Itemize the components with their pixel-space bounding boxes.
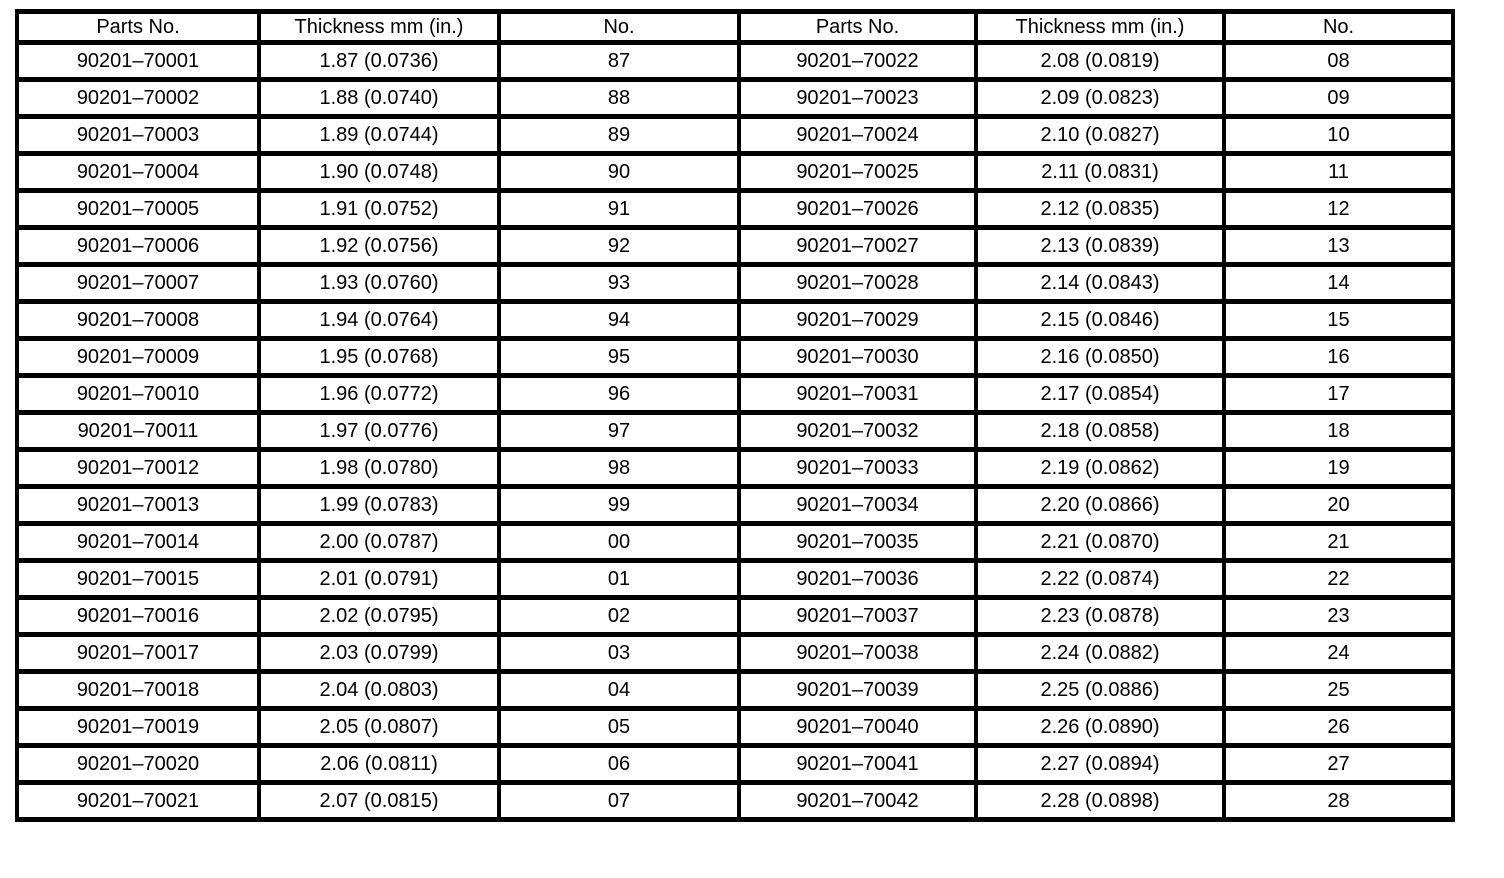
table-row (17, 228, 1453, 265)
parts-no-cell: 90201–70008 (17, 302, 259, 339)
table-row (17, 635, 1453, 672)
column-header-thickness-right: Thickness mm (in.) (976, 12, 1224, 43)
shim-no-cell: 25 (1224, 672, 1453, 709)
shim-parts-table (15, 9, 1455, 822)
thickness-cell: 2.26 (0.0890) (976, 709, 1224, 746)
shim-no-cell: 96 (499, 376, 739, 413)
thickness-cell: 2.25 (0.0886) (976, 672, 1224, 709)
shim-no-cell: 27 (1224, 746, 1453, 783)
thickness-cell: 2.18 (0.0858) (976, 413, 1224, 450)
shim-no-cell: 24 (1224, 635, 1453, 672)
thickness-cell: 1.90 (0.0748) (259, 154, 499, 191)
table-row (17, 450, 1453, 487)
thickness-cell: 2.00 (0.0787) (259, 524, 499, 561)
thickness-cell: 2.20 (0.0866) (976, 487, 1224, 524)
parts-no-cell: 90201–70034 (739, 487, 976, 524)
shim-no-cell: 17 (1224, 376, 1453, 413)
parts-no-cell: 90201–70040 (739, 709, 976, 746)
table-row (17, 413, 1453, 450)
shim-no-cell: 89 (499, 117, 739, 154)
table-row (17, 154, 1453, 191)
parts-no-cell: 90201–70036 (739, 561, 976, 598)
parts-no-cell: 90201–70042 (739, 783, 976, 820)
table-row (17, 265, 1453, 302)
shim-no-cell: 98 (499, 450, 739, 487)
thickness-cell: 2.14 (0.0843) (976, 265, 1224, 302)
shim-no-cell: 20 (1224, 487, 1453, 524)
thickness-cell: 2.21 (0.0870) (976, 524, 1224, 561)
thickness-cell: 2.28 (0.0898) (976, 783, 1224, 820)
parts-no-cell: 90201–70013 (17, 487, 259, 524)
thickness-cell: 2.05 (0.0807) (259, 709, 499, 746)
parts-no-cell: 90201–70011 (17, 413, 259, 450)
parts-no-cell: 90201–70019 (17, 709, 259, 746)
shim-no-cell: 26 (1224, 709, 1453, 746)
thickness-cell: 2.11 (0.0831) (976, 154, 1224, 191)
parts-no-cell: 90201–70018 (17, 672, 259, 709)
shim-no-cell: 18 (1224, 413, 1453, 450)
parts-no-cell: 90201–70005 (17, 191, 259, 228)
shim-no-cell: 05 (499, 709, 739, 746)
parts-no-cell: 90201–70041 (739, 746, 976, 783)
parts-no-cell: 90201–70037 (739, 598, 976, 635)
thickness-cell: 1.96 (0.0772) (259, 376, 499, 413)
thickness-cell: 2.17 (0.0854) (976, 376, 1224, 413)
thickness-cell: 2.12 (0.0835) (976, 191, 1224, 228)
shim-no-cell: 01 (499, 561, 739, 598)
table-row (17, 339, 1453, 376)
parts-no-cell: 90201–70022 (739, 43, 976, 80)
thickness-cell: 1.97 (0.0776) (259, 413, 499, 450)
shim-no-cell: 07 (499, 783, 739, 820)
shim-no-cell: 03 (499, 635, 739, 672)
thickness-cell: 2.02 (0.0795) (259, 598, 499, 635)
shim-no-cell: 10 (1224, 117, 1453, 154)
shim-no-cell: 91 (499, 191, 739, 228)
thickness-cell: 2.15 (0.0846) (976, 302, 1224, 339)
table-header (17, 12, 1453, 43)
thickness-cell: 2.09 (0.0823) (976, 80, 1224, 117)
parts-no-cell: 90201–70002 (17, 80, 259, 117)
shim-no-cell: 16 (1224, 339, 1453, 376)
thickness-cell: 2.22 (0.0874) (976, 561, 1224, 598)
table-row (17, 746, 1453, 783)
table-row (17, 709, 1453, 746)
thickness-cell: 1.89 (0.0744) (259, 117, 499, 154)
shim-no-cell: 02 (499, 598, 739, 635)
thickness-cell: 1.98 (0.0780) (259, 450, 499, 487)
shim-no-cell: 90 (499, 154, 739, 191)
thickness-cell: 2.23 (0.0878) (976, 598, 1224, 635)
thickness-cell: 2.19 (0.0862) (976, 450, 1224, 487)
thickness-cell: 2.04 (0.0803) (259, 672, 499, 709)
shim-no-cell: 13 (1224, 228, 1453, 265)
shim-no-cell: 22 (1224, 561, 1453, 598)
thickness-cell: 1.95 (0.0768) (259, 339, 499, 376)
table-row (17, 561, 1453, 598)
parts-no-cell: 90201–70001 (17, 43, 259, 80)
parts-no-cell: 90201–70026 (739, 191, 976, 228)
thickness-cell: 2.10 (0.0827) (976, 117, 1224, 154)
parts-no-cell: 90201–70032 (739, 413, 976, 450)
column-header-parts-no-left: Parts No. (17, 12, 259, 43)
thickness-cell: 2.07 (0.0815) (259, 783, 499, 820)
shim-no-cell: 12 (1224, 191, 1453, 228)
column-header-parts-no-right: Parts No. (739, 12, 976, 43)
parts-no-cell: 90201–70007 (17, 265, 259, 302)
shim-no-cell: 14 (1224, 265, 1453, 302)
column-header-no-left: No. (499, 12, 739, 43)
parts-no-cell: 90201–70012 (17, 450, 259, 487)
table-row (17, 117, 1453, 154)
parts-no-cell: 90201–70031 (739, 376, 976, 413)
table-row (17, 672, 1453, 709)
parts-no-cell: 90201–70038 (739, 635, 976, 672)
thickness-cell: 2.08 (0.0819) (976, 43, 1224, 80)
parts-no-cell: 90201–70033 (739, 450, 976, 487)
shim-no-cell: 93 (499, 265, 739, 302)
shim-no-cell: 21 (1224, 524, 1453, 561)
thickness-cell: 1.99 (0.0783) (259, 487, 499, 524)
parts-no-cell: 90201–70029 (739, 302, 976, 339)
shim-no-cell: 00 (499, 524, 739, 561)
thickness-cell: 1.91 (0.0752) (259, 191, 499, 228)
shim-no-cell: 87 (499, 43, 739, 80)
table-row (17, 191, 1453, 228)
parts-no-cell: 90201–70023 (739, 80, 976, 117)
shim-no-cell: 09 (1224, 80, 1453, 117)
table-row (17, 487, 1453, 524)
thickness-cell: 1.93 (0.0760) (259, 265, 499, 302)
shim-no-cell: 08 (1224, 43, 1453, 80)
parts-no-cell: 90201–70028 (739, 265, 976, 302)
shim-no-cell: 23 (1224, 598, 1453, 635)
thickness-cell: 2.06 (0.0811) (259, 746, 499, 783)
shim-no-cell: 15 (1224, 302, 1453, 339)
thickness-cell: 1.88 (0.0740) (259, 80, 499, 117)
table-row (17, 598, 1453, 635)
thickness-cell: 2.24 (0.0882) (976, 635, 1224, 672)
shim-no-cell: 92 (499, 228, 739, 265)
column-header-thickness-left: Thickness mm (in.) (259, 12, 499, 43)
thickness-cell: 1.92 (0.0756) (259, 228, 499, 265)
parts-no-cell: 90201–70016 (17, 598, 259, 635)
shim-no-cell: 19 (1224, 450, 1453, 487)
thickness-cell: 2.13 (0.0839) (976, 228, 1224, 265)
parts-no-cell: 90201–70017 (17, 635, 259, 672)
parts-no-cell: 90201–70039 (739, 672, 976, 709)
table-row (17, 376, 1453, 413)
parts-no-cell: 90201–70035 (739, 524, 976, 561)
parts-no-cell: 90201–70030 (739, 339, 976, 376)
thickness-cell: 1.87 (0.0736) (259, 43, 499, 80)
shim-no-cell: 11 (1224, 154, 1453, 191)
table-row (17, 302, 1453, 339)
parts-no-cell: 90201–70010 (17, 376, 259, 413)
thickness-cell: 2.27 (0.0894) (976, 746, 1224, 783)
shim-no-cell: 97 (499, 413, 739, 450)
thickness-cell: 2.03 (0.0799) (259, 635, 499, 672)
parts-no-cell: 90201–70003 (17, 117, 259, 154)
parts-no-cell: 90201–70027 (739, 228, 976, 265)
column-header-no-right: No. (1224, 12, 1453, 43)
thickness-cell: 2.16 (0.0850) (976, 339, 1224, 376)
table-body (17, 43, 1453, 820)
parts-no-cell: 90201–70014 (17, 524, 259, 561)
parts-no-cell: 90201–70025 (739, 154, 976, 191)
parts-no-cell: 90201–70021 (17, 783, 259, 820)
thickness-cell: 2.01 (0.0791) (259, 561, 499, 598)
shim-no-cell: 04 (499, 672, 739, 709)
shim-no-cell: 28 (1224, 783, 1453, 820)
parts-no-cell: 90201–70015 (17, 561, 259, 598)
parts-no-cell: 90201–70009 (17, 339, 259, 376)
table-row (17, 43, 1453, 80)
shim-no-cell: 99 (499, 487, 739, 524)
parts-no-cell: 90201–70024 (739, 117, 976, 154)
parts-no-cell: 90201–70004 (17, 154, 259, 191)
parts-no-cell: 90201–70006 (17, 228, 259, 265)
shim-no-cell: 95 (499, 339, 739, 376)
shim-no-cell: 88 (499, 80, 739, 117)
shim-no-cell: 94 (499, 302, 739, 339)
table-header-row (17, 12, 1453, 43)
table-row (17, 80, 1453, 117)
table-row (17, 524, 1453, 561)
table-row (17, 783, 1453, 820)
parts-no-cell: 90201–70020 (17, 746, 259, 783)
shim-no-cell: 06 (499, 746, 739, 783)
thickness-cell: 1.94 (0.0764) (259, 302, 499, 339)
